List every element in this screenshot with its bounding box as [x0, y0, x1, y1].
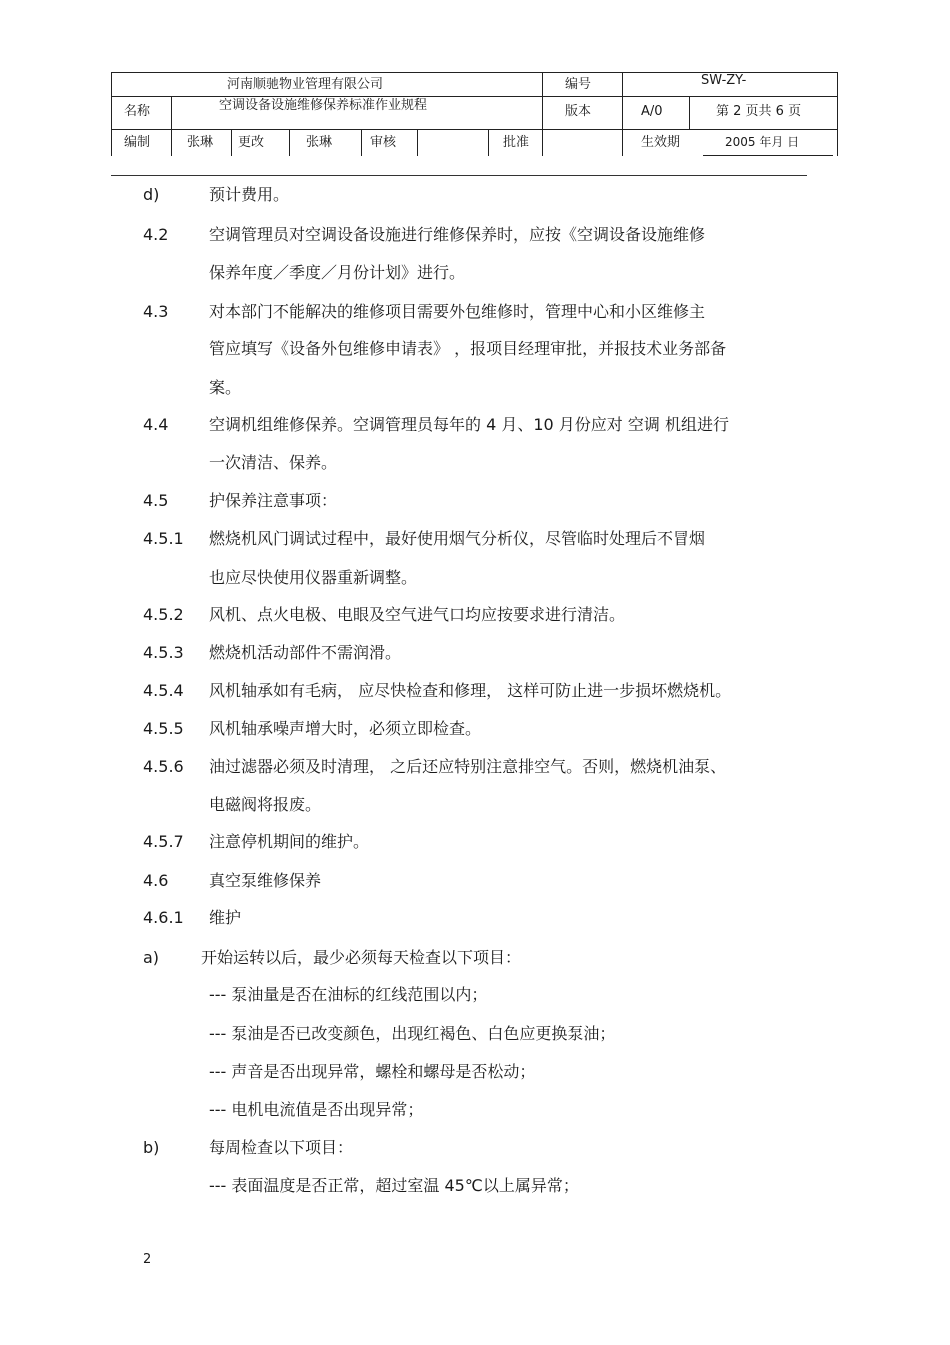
section-number: 4.6.1	[143, 908, 184, 927]
paragraph-line: 风机、点火电极、电眼及空气进气口均应按要求进行清洁。	[209, 605, 626, 624]
section-number: b)	[143, 1138, 160, 1157]
section-number: 4.3	[143, 302, 169, 321]
paragraph-line: 空调管理员对空调设备设施进行维修保养时，应按《空调设备设施维修	[209, 225, 706, 244]
paragraph-line: 维护	[209, 908, 242, 927]
table-border	[622, 72, 623, 156]
section-number: 4.5.7	[143, 832, 184, 851]
name-label: 名称	[124, 104, 151, 119]
paragraph-line: 燃烧机活动部件不需润滑。	[209, 643, 402, 662]
check-item: --- 泵油是否已改变颜色，出现红褐色、白色应更换泵油；	[209, 1024, 616, 1043]
section-number: 4.6	[143, 871, 169, 890]
number-value: SW-ZY-	[701, 73, 747, 88]
section-number: a)	[143, 948, 160, 967]
table-border	[689, 96, 690, 129]
section-number: 4.5.3	[143, 643, 184, 662]
table-border	[289, 129, 290, 156]
author-label: 编制	[124, 135, 151, 150]
table-border	[361, 129, 362, 156]
paragraph-line: 预计费用。	[209, 185, 290, 204]
table-border	[837, 72, 838, 156]
section-number: 4.5.2	[143, 605, 184, 624]
section-number: 4.5.5	[143, 719, 184, 738]
table-border	[488, 129, 489, 156]
paragraph-line: 油过滤器必须及时清理， 之后还应特别注意排空气。否则，燃烧机油泵、	[209, 757, 727, 776]
check-item: --- 表面温度是否正常，超过室温 45℃以上属异常；	[209, 1176, 579, 1195]
table-border	[111, 129, 838, 130]
section-number: 4.5	[143, 491, 169, 510]
section-number: 4.4	[143, 415, 169, 434]
header-separator	[111, 175, 807, 176]
change-label: 更改	[238, 135, 265, 150]
version-label: 版本	[565, 104, 592, 119]
paragraph-line: 燃烧机风门调试过程中，最好使用烟气分析仪，尽管临时处理后不冒烟	[209, 529, 706, 548]
page-info: 第 2 页共 6 页	[716, 104, 802, 119]
paragraph-line: 案。	[209, 378, 242, 397]
section-number: 4.5.4	[143, 681, 184, 700]
change-value: 张琳	[306, 135, 333, 150]
paragraph-line: 每周检查以下项目：	[209, 1138, 354, 1157]
section-number: 4.5.1	[143, 529, 184, 548]
paragraph-line: 空调机组维修保养。空调管理员每年的 4 月、10 月份应对 空调 机组进行	[209, 415, 729, 434]
document-header-table	[111, 72, 838, 156]
author-value: 张琳	[187, 135, 214, 150]
paragraph-line: 对本部门不能解决的维修项目需要外包维修时，管理中心和小区维修主	[209, 302, 706, 321]
paragraph-line: 护保养注意事项：	[209, 491, 338, 510]
paragraph-line: 风机轴承噪声增大时，必须立即检查。	[209, 719, 482, 738]
section-number: 4.2	[143, 225, 169, 244]
paragraph-line: 一次清洁、保养。	[209, 453, 338, 472]
paragraph-line: 管应填写《设备外包维修申请表》 ，报项目经理审批，并报技术业务部备	[209, 339, 727, 358]
name-value: 空调设备设施维修保养标准作业规程	[219, 98, 428, 113]
page-number: 2	[143, 1252, 152, 1267]
paragraph-line: 开始运转以后，最少必须每天检查以下项目：	[201, 948, 522, 967]
check-item: --- 电机电流值是否出现异常；	[209, 1100, 424, 1119]
review-label: 审核	[370, 135, 397, 150]
table-border	[111, 96, 838, 97]
approve-label: 批准	[503, 135, 530, 150]
table-border	[703, 155, 833, 156]
table-border	[231, 129, 232, 156]
effective-label: 生效期	[641, 135, 681, 150]
check-item: --- 泵油量是否在油标的红线范围以内；	[209, 985, 488, 1004]
section-number: d)	[143, 185, 160, 204]
paragraph-line: 注意停机期间的维护。	[209, 832, 370, 851]
paragraph-line: 真空泵维修保养	[209, 871, 322, 890]
table-border	[111, 72, 112, 156]
company-name: 河南顺驰物业管理有限公司	[227, 77, 384, 92]
paragraph-line: 电磁阀将报废。	[209, 795, 322, 814]
check-item: --- 声音是否出现异常，螺栓和螺母是否松动；	[209, 1062, 536, 1081]
effective-value: 2005 年月 日	[725, 135, 800, 149]
paragraph-line: 保养年度／季度／月份计划》进行。	[209, 263, 466, 282]
section-number: 4.5.6	[143, 757, 184, 776]
paragraph-line: 风机轴承如有毛病， 应尽快检查和修理， 这样可防止进一步损坏燃烧机。	[209, 681, 732, 700]
table-border	[542, 72, 543, 156]
version-value: A/0	[641, 104, 663, 119]
number-label: 编号	[565, 77, 592, 92]
table-border	[171, 96, 172, 156]
paragraph-line: 也应尽快使用仪器重新调整。	[209, 568, 418, 587]
table-border	[417, 129, 418, 156]
